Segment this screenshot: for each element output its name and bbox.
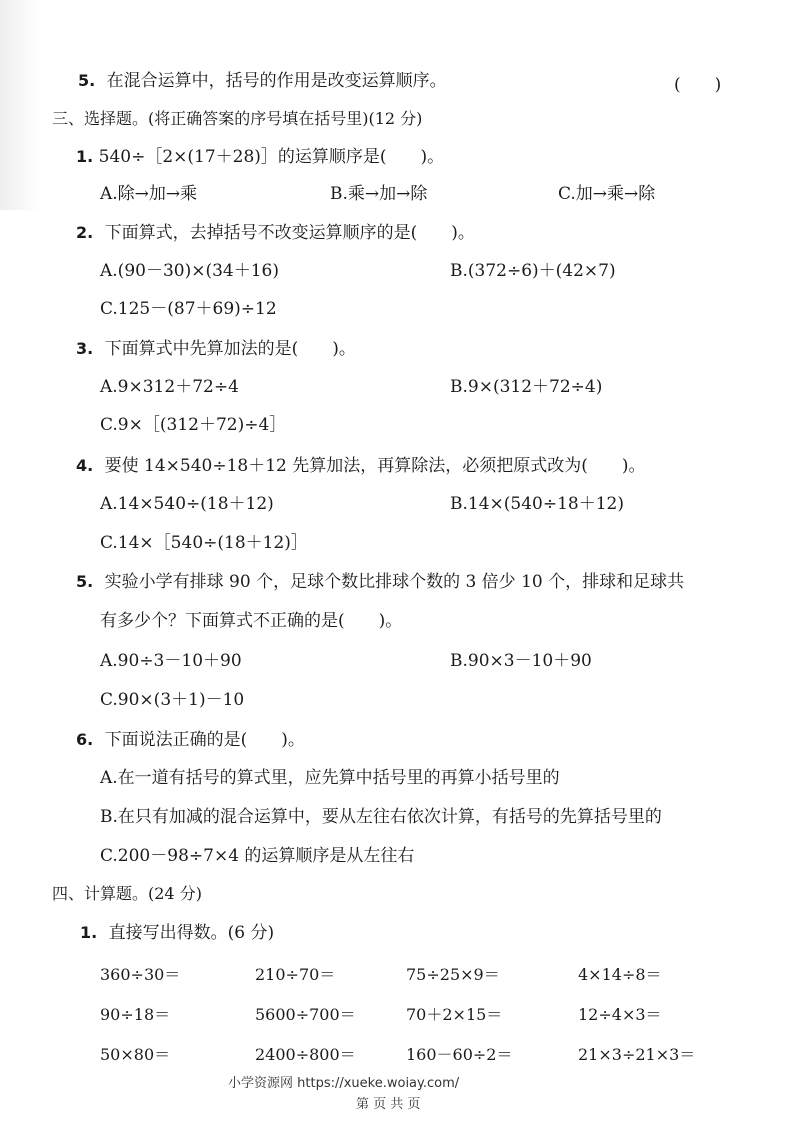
choice-question-3 — [76, 338, 356, 360]
question-text: 实验小学有排球 90 个，足球个数比排球个数的 3 倍少 10 个，排球和足球共 — [104, 572, 685, 592]
calc-item[interactable]: 4×14÷8＝ — [578, 965, 662, 984]
option-a[interactable]: A.在一道有括号的算式里，应先算中括号里的再算小括号里的 — [100, 768, 560, 788]
option-a[interactable]: A.(90－30)×(34＋16) — [100, 261, 279, 281]
option-c[interactable]: C.125－(87＋69)÷12 — [100, 299, 277, 319]
option-a[interactable]: A.9×312＋72÷4 — [100, 377, 239, 397]
calc-item[interactable]: 160－60÷2＝ — [406, 1045, 513, 1064]
scan-edge-shadow — [0, 0, 40, 210]
calc-item[interactable]: 21×3÷21×3＝ — [578, 1045, 696, 1064]
question-text: 540÷［2×(17＋28)］的运算顺序是( )。 — [98, 147, 445, 167]
calc-item[interactable]: 210÷70＝ — [255, 965, 336, 984]
question-number: 5. — [76, 572, 94, 591]
option-c[interactable]: C.200－98÷7×4 的运算顺序是从左往右 — [100, 846, 415, 866]
choice-question-4 — [76, 455, 646, 477]
calc-question-1 — [80, 922, 274, 944]
option-b[interactable]: B.14×(540÷18＋12) — [450, 494, 624, 514]
question-number: 3. — [76, 339, 94, 358]
footer-site: 小学资源网 https://xueke.woiay.com/ — [228, 1076, 460, 1091]
question-text: 下面算式，去掉括号不改变运算顺序的是( )。 — [104, 223, 475, 243]
question-text: 在混合运算中，括号的作用是改变运算顺序。 — [106, 71, 447, 91]
calc-item[interactable]: 2400÷800＝ — [255, 1045, 356, 1064]
question-number: 5. — [78, 71, 96, 90]
section-4-title: 四、计算题。(24 分) — [52, 884, 202, 903]
question-number: 1. — [76, 147, 94, 166]
calc-item[interactable]: 5600÷700＝ — [255, 1005, 356, 1024]
question-number: 4. — [76, 456, 94, 475]
choice-question-2 — [76, 222, 475, 244]
option-c[interactable]: C.90×(3＋1)－10 — [100, 690, 245, 710]
choice-question-6 — [76, 729, 305, 751]
option-b[interactable]: B.9×(312＋72÷4) — [450, 377, 603, 397]
calc-item[interactable]: 50×80＝ — [100, 1045, 171, 1064]
question-text: 下面算式中先算加法的是( )。 — [104, 339, 356, 359]
question-number: 2. — [76, 223, 94, 242]
answer-blank[interactable]: ( ) — [674, 75, 722, 95]
option-c[interactable]: C.14×［540÷(18＋12)］ — [100, 533, 308, 553]
choice-question-1 — [76, 146, 444, 168]
judge-question-5 — [78, 70, 447, 92]
calc-item[interactable]: 70＋2×15＝ — [406, 1005, 503, 1024]
option-a[interactable]: A.14×540÷(18＋12) — [100, 494, 274, 514]
option-a[interactable]: A.除→加→乘 — [100, 184, 198, 204]
option-b[interactable]: B.乘→加→除 — [330, 184, 428, 204]
question-number: 1. — [80, 923, 98, 942]
question-text: 下面说法正确的是( )。 — [104, 730, 305, 750]
question-text: 要使 14×540÷18＋12 先算加法，再算除法，必须把原式改为( )。 — [104, 456, 646, 476]
calc-item[interactable]: 12÷4×3＝ — [578, 1005, 662, 1024]
option-b[interactable]: B.(372÷6)＋(42×7) — [450, 261, 616, 281]
section-3-title: 三、选择题。(将正确答案的序号填在括号里)(12 分) — [52, 109, 423, 128]
calc-item[interactable]: 360÷30＝ — [100, 965, 181, 984]
question-text: 直接写出得数。(6 分) — [108, 923, 275, 943]
question-number: 6. — [76, 730, 94, 749]
option-c[interactable]: C.9×［(312＋72)÷4］ — [100, 415, 287, 435]
option-c[interactable]: C.加→乘→除 — [558, 184, 656, 204]
page-indicator: 第 页 共 页 — [356, 1097, 421, 1112]
choice-question-5 — [76, 571, 684, 593]
option-b[interactable]: B.90×3－10＋90 — [450, 651, 592, 671]
question-text-continued: 有多少个？下面算式不正确的是( )。 — [100, 611, 403, 631]
calc-item[interactable]: 90÷18＝ — [100, 1005, 171, 1024]
option-b[interactable]: B.在只有加减的混合运算中，要从左往右依次计算，有括号的先算括号里的 — [100, 807, 662, 827]
calc-item[interactable]: 75÷25×9＝ — [406, 965, 500, 984]
option-a[interactable]: A.90÷3－10＋90 — [100, 651, 242, 671]
